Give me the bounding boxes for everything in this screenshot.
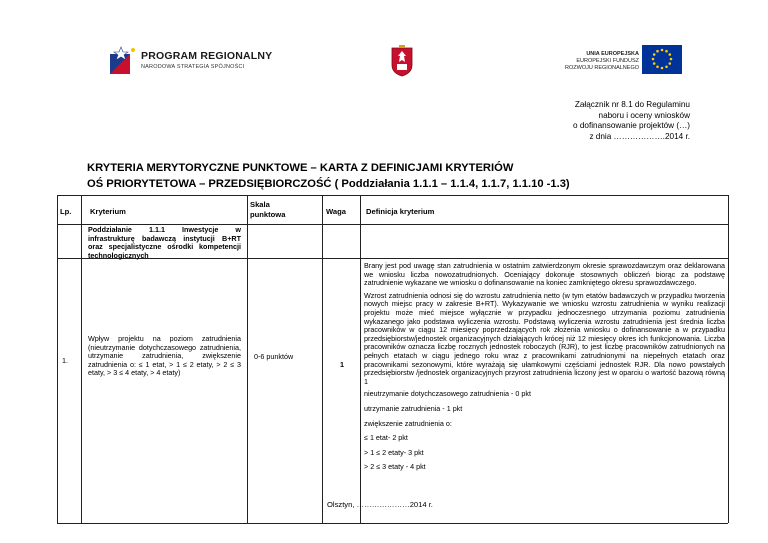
points-line-3: ≤ 1 etat- 2 pkt: [364, 433, 408, 443]
header-scale-line1: Skala: [250, 200, 270, 209]
table-border-right: [728, 195, 729, 523]
footer-place-date: Olsztyn, …………………2014 r.: [327, 500, 433, 509]
coat-of-arms-icon: [390, 45, 414, 77]
annex-line3: o dofinansowanie projektów (…): [573, 121, 690, 130]
header-scale-line2: punktowa: [250, 210, 286, 219]
table-col-divider-2: [247, 195, 248, 523]
points-line-0: nieutrzymanie dotychczasowego zatrudnienia - 0 pkt: [364, 389, 532, 399]
points-line-1: utrzymanie zatrudnienia - 1 pkt: [364, 403, 463, 413]
row-scale: 0-6 punktów: [254, 352, 294, 361]
program-regionalny-logo: [107, 45, 287, 75]
eu-fund-label: [555, 51, 639, 72]
row-criterion: Wpływ projektu na poziom zatrudnienia (nieutrzymanie dotychczasowego zatrudnienia, utrzymanie zatrudnienia, zwiększenie zatrudnienia o: ≤ 1 etat, > 1 ≤ 2 etaty, > 2 ≤ 3 etaty, > 3 ≤ 4 etaty, > 4 etaty): [88, 334, 241, 378]
section-label: Poddziałanie 1.1.1 Inwestycje w infrastrukturę badawczą instytucji B+RT oraz specjalistyczne ośrodki kompetencji technologicznych: [88, 225, 241, 260]
row-weight: 1: [340, 360, 344, 369]
header-lp: Lp.: [60, 207, 72, 216]
row-lp: 1.: [62, 356, 68, 365]
table-border-top: [57, 195, 728, 196]
program-regionalny-emblem-icon: [107, 45, 139, 75]
header-criterion: Kryterium: [90, 207, 126, 216]
header-weight: Waga: [326, 207, 346, 216]
table-border-left: [57, 195, 58, 523]
row-definition: [364, 262, 725, 478]
eu-flag-icon: [642, 45, 682, 74]
annex-line2: naboru i oceny wniosków: [598, 110, 690, 120]
definition-paragraph-2: Wzrost zatrudnienia odnosi się do wzrostu zatrudnienia netto (w tym etatów badawczych w przypadku tworzenia nowych miejsc pracy w zakresie B+RT). Wykazywanie we wniosku wzrostu zatrudnienia w wyniku realizacji projektu może mieć miejsce wyłącznie w przypadku jednoczesnego utrzymania poziomu zatrudnienia wykazanego jako podstawa wyliczenia wzrostu. Podstawą wyliczenia wzrostu zatrudnienia jest średnia liczba pracowników w ciągu 12 miesięcy poprzedzających rok złożenia wniosku o dofinansowanie a w przypadku przedsiębiorstw/jednostek organizacyjnych działających krócej niż 12 miesięcy okres ich funkcjonowania. Liczba pracowników oznacza liczbę rocznych jednostek roboczych (RJR), to jest liczbę pracowników zatrudnionych na pełnych etatach w ciągu jednego roku wraz z pracownikami zatrudnionymi na niepełnych etatach oraz pracownikami sezonowymi, które wyrażają się ułamkowymi częściami jednostek RJR. Dla nowo powstałych przedsiębiorstw /jednostek organizacyjnych przyrost zatrudnienia liczony jest w oparciu o wartość bazową równą 1: [364, 290, 725, 386]
eu-label-line2: EUROPEJSKI FUNDUSZ: [576, 58, 639, 64]
points-line-2: zwiększenie zatrudnienia o:: [364, 418, 452, 428]
criteria-table: [57, 195, 728, 523]
definition-paragraph-1: Brany jest pod uwagę stan zatrudnienia w ostatnim zatwierdzonym okresie sprawozdawczym oraz deklarowana we wniosku liczba nowozatrudnionych. Oceniający dokonuje stosownych obliczeń biorąc za podstawę zatrudnienie wykazane we wniosku o dofinansowanie na koniec zamkniętego okresu sprawozdawczego.: [364, 261, 725, 288]
eu-label-line1: UNIA EUROPEJSKA: [586, 51, 639, 57]
program-logo-title: PROGRAM REGIONALNY: [141, 50, 273, 62]
table-border-bottom: [57, 523, 728, 524]
points-line-5: > 2 ≤ 3 etaty - 4 pkt: [364, 462, 426, 472]
eu-label-line3: ROZWOJU REGIONALNEGO: [565, 65, 639, 71]
annex-line1: Załącznik nr 8.1 do Regulaminu: [574, 100, 690, 109]
document-subtitle: OŚ PRIORYTETOWA – PRZEDSIĘBIORCZOŚĆ ( Poddziałania 1.1.1 – 1.1.4, 1.1.7, 1.1.10 -1.3): [87, 178, 570, 190]
document-title: KRYTERIA MERYTORYCZNE PUNKTOWE – KARTA Z DEFINICJAMI KRYTERIÓW: [87, 162, 514, 174]
table-col-divider-4: [360, 195, 361, 523]
table-col-divider-3: [322, 195, 323, 523]
header-definition: Definicja kryterium: [366, 207, 435, 216]
annex-note: [540, 100, 690, 142]
program-logo-subtitle: NARODOWA STRATEGIA SPÓJNOŚCI: [141, 64, 245, 70]
header-scale: [250, 200, 320, 220]
table-col-divider-1: [81, 195, 82, 523]
points-line-4: > 1 ≤ 2 etaty- 3 pkt: [364, 447, 424, 457]
annex-line4: z dnia ……………….2014 r.: [589, 131, 690, 141]
